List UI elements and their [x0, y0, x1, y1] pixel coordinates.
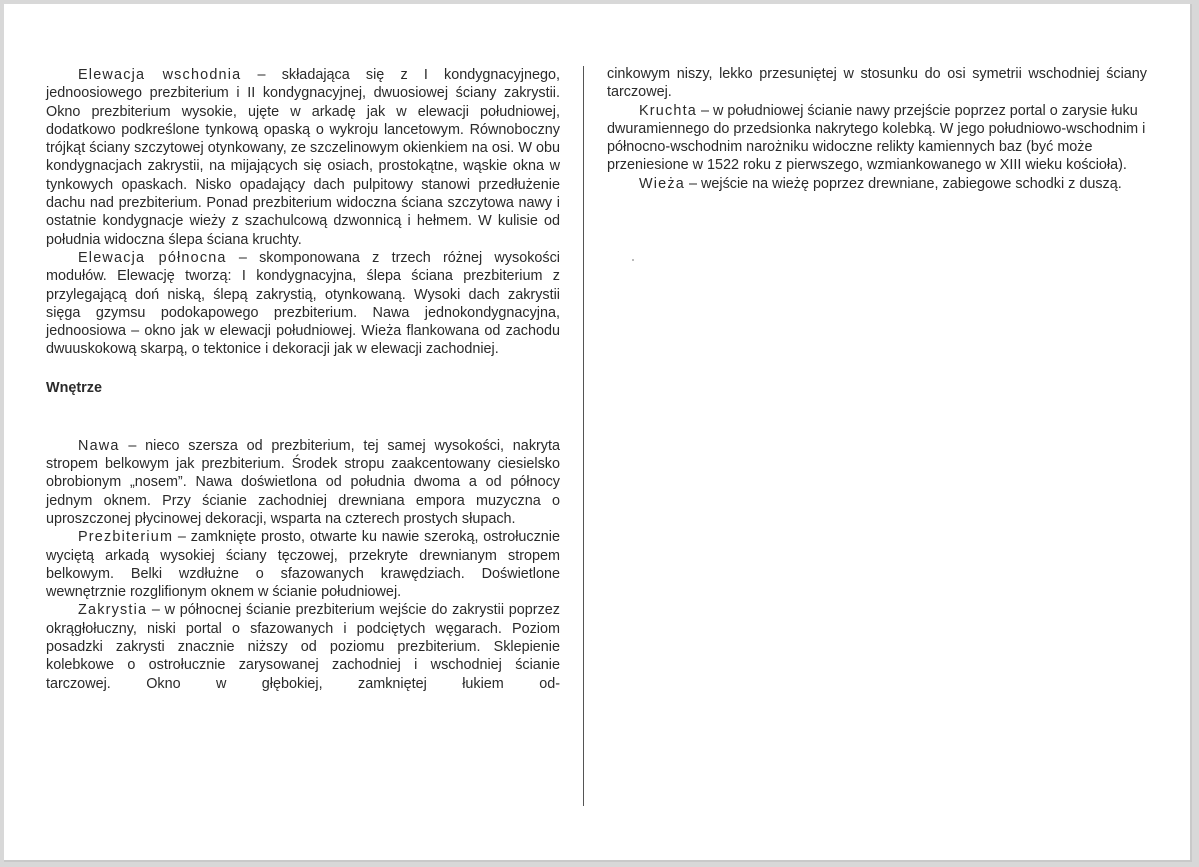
text-prezbiterium: – zamknięte prosto, otwarte ku nawie szeroką, ostrołucznie wyciętą arkadą wysokiej ściany tęczowej, przekryte drewnianym stropem belkowym. Belki wzdłużne o sfazowanych krawędziach. Doświetlone wewnętrznie rozglifionym oknem w ścianie południowej. [46, 529, 560, 601]
paragraph-wieza [607, 175, 1147, 193]
term-elewacja-wschodnia: Elewacja wschodnia [78, 67, 242, 83]
text-elewacja-polnocna: – skomponowana z trzech różnej wysokości modułów. Elewację tworzą: I kondygnacyjna, ślepa ściana prezbiterium z przylegającą doń niską, ślepą zakrystią, otynkowaną. Wysoki dach zakrystii sięga gzymsu podokapowego prezbiterium. Nawa jednokondygnacyjna, jednoosiowa – okno jak w elewacji południowej. Wieża flankowana od zachodu dwuuskokową skarpą, o tektonice i dekoracji jak w elewacji zachodniej. [46, 249, 560, 358]
paragraph-prezbiterium [46, 528, 560, 601]
paragraph-elewacja-polnocna [46, 249, 560, 359]
paragraph-kruchta [607, 102, 1147, 175]
left-column [46, 66, 560, 693]
paragraph-zakrystia-continued: cinkowym niszy, lekko przesuniętej w stosunku do osi symetrii wschodniej ściany tarczowej. [607, 66, 1147, 101]
term-prezbiterium: Prezbiterium [78, 529, 174, 546]
heading-wnetrze: Wnętrze [46, 379, 102, 396]
column-divider [583, 66, 584, 806]
term-nawa: Nawa [78, 437, 120, 454]
term-elewacja-polnocna: Elewacja północna [78, 249, 227, 266]
term-kruchta: Kruchta [639, 102, 697, 119]
paragraph-nawa [46, 437, 560, 528]
term-zakrystia: Zakrystia [78, 602, 148, 619]
document-page [4, 4, 1192, 862]
text-zakrystia: – w północnej ścianie prezbiterium wejście do zakrystii poprzez okrągłołuczny, niski portal o sfazowanych i podciętych węgarach. Poziom posadzki zakrysti znacznie niższy od poziomu prezbiterium. Sklepienie kolebkowe o ostrołucznie zarysowanej zachodniej i wschodniej ścianie tarczowej. Okno w głębokiej, zamkniętej łukiem od- [46, 602, 560, 692]
spacer [46, 397, 560, 437]
text-nawa: – nieco szersza od prezbiterium, tej samej wysokości, nakryta stropem belkowym jak prezbiterium. Środek stropu zaakcentowany ciesielsko obrobionym „nosem”. Nawa doświetlona od południa dwoma a od północy jednym oknem. Przy ścianie zachodniej drewniana empora muzyczna o uproszczonej płycinowej dekoracji, wsparta na czterech prostych słupach. [46, 437, 560, 527]
paper-speck [632, 259, 634, 261]
text-wieza: – wejście na wieżę poprzez drewniane, zabiegowe schodki z duszą. [684, 175, 1122, 192]
text-elewacja-wschodnia: – składająca się z I kondygnacyjnego, jednoosiowego prezbiterium i II kondygnacyjnej, dwuosiowej ściany zakrystii. Okno prezbiterium wysokie, ujęte w arkadę jak w elewacji południowej, dodatkowo podkreślone tynkową opaską o wykroju lancetowym. Równoboczny trójkąt ściany szczytowej otynkowany, ze szczelinowym okienkiem na osi. W obu kondygnacjach zakrystii, na mijających się osiach, prostokątne, wąskie okna w tynkowych opaskach. Nisko opadający dach pulpitowy stanowi przedłużenie dachu nad prezbiterium. Ponad prezbiterium widoczna ściana szczytowa nawy i ostatnie kondygnacje wieży z szachulcową dzwonnicą i hełmem. W kulisie od południa widoczna ślepa ściana kruchty. [46, 67, 561, 248]
term-wieza: Wieża [639, 175, 685, 192]
text-kruchta: – w południowej ścianie nawy przejście poprzez portal o zarysie łuku dwuramiennego do przedsionka nakrytego kolebką. W jego południowo-wschodnim i północno-wschodnim narożniku widoczne relikty kamiennych baz (być może przeniesione w 1522 roku z pierwszego, wzmiankowanego w XIII wieku kościoła). [607, 102, 1146, 174]
paragraph-zakrystia [46, 601, 560, 692]
right-column [607, 65, 1147, 193]
paragraph-elewacja-wschodnia [46, 66, 560, 249]
